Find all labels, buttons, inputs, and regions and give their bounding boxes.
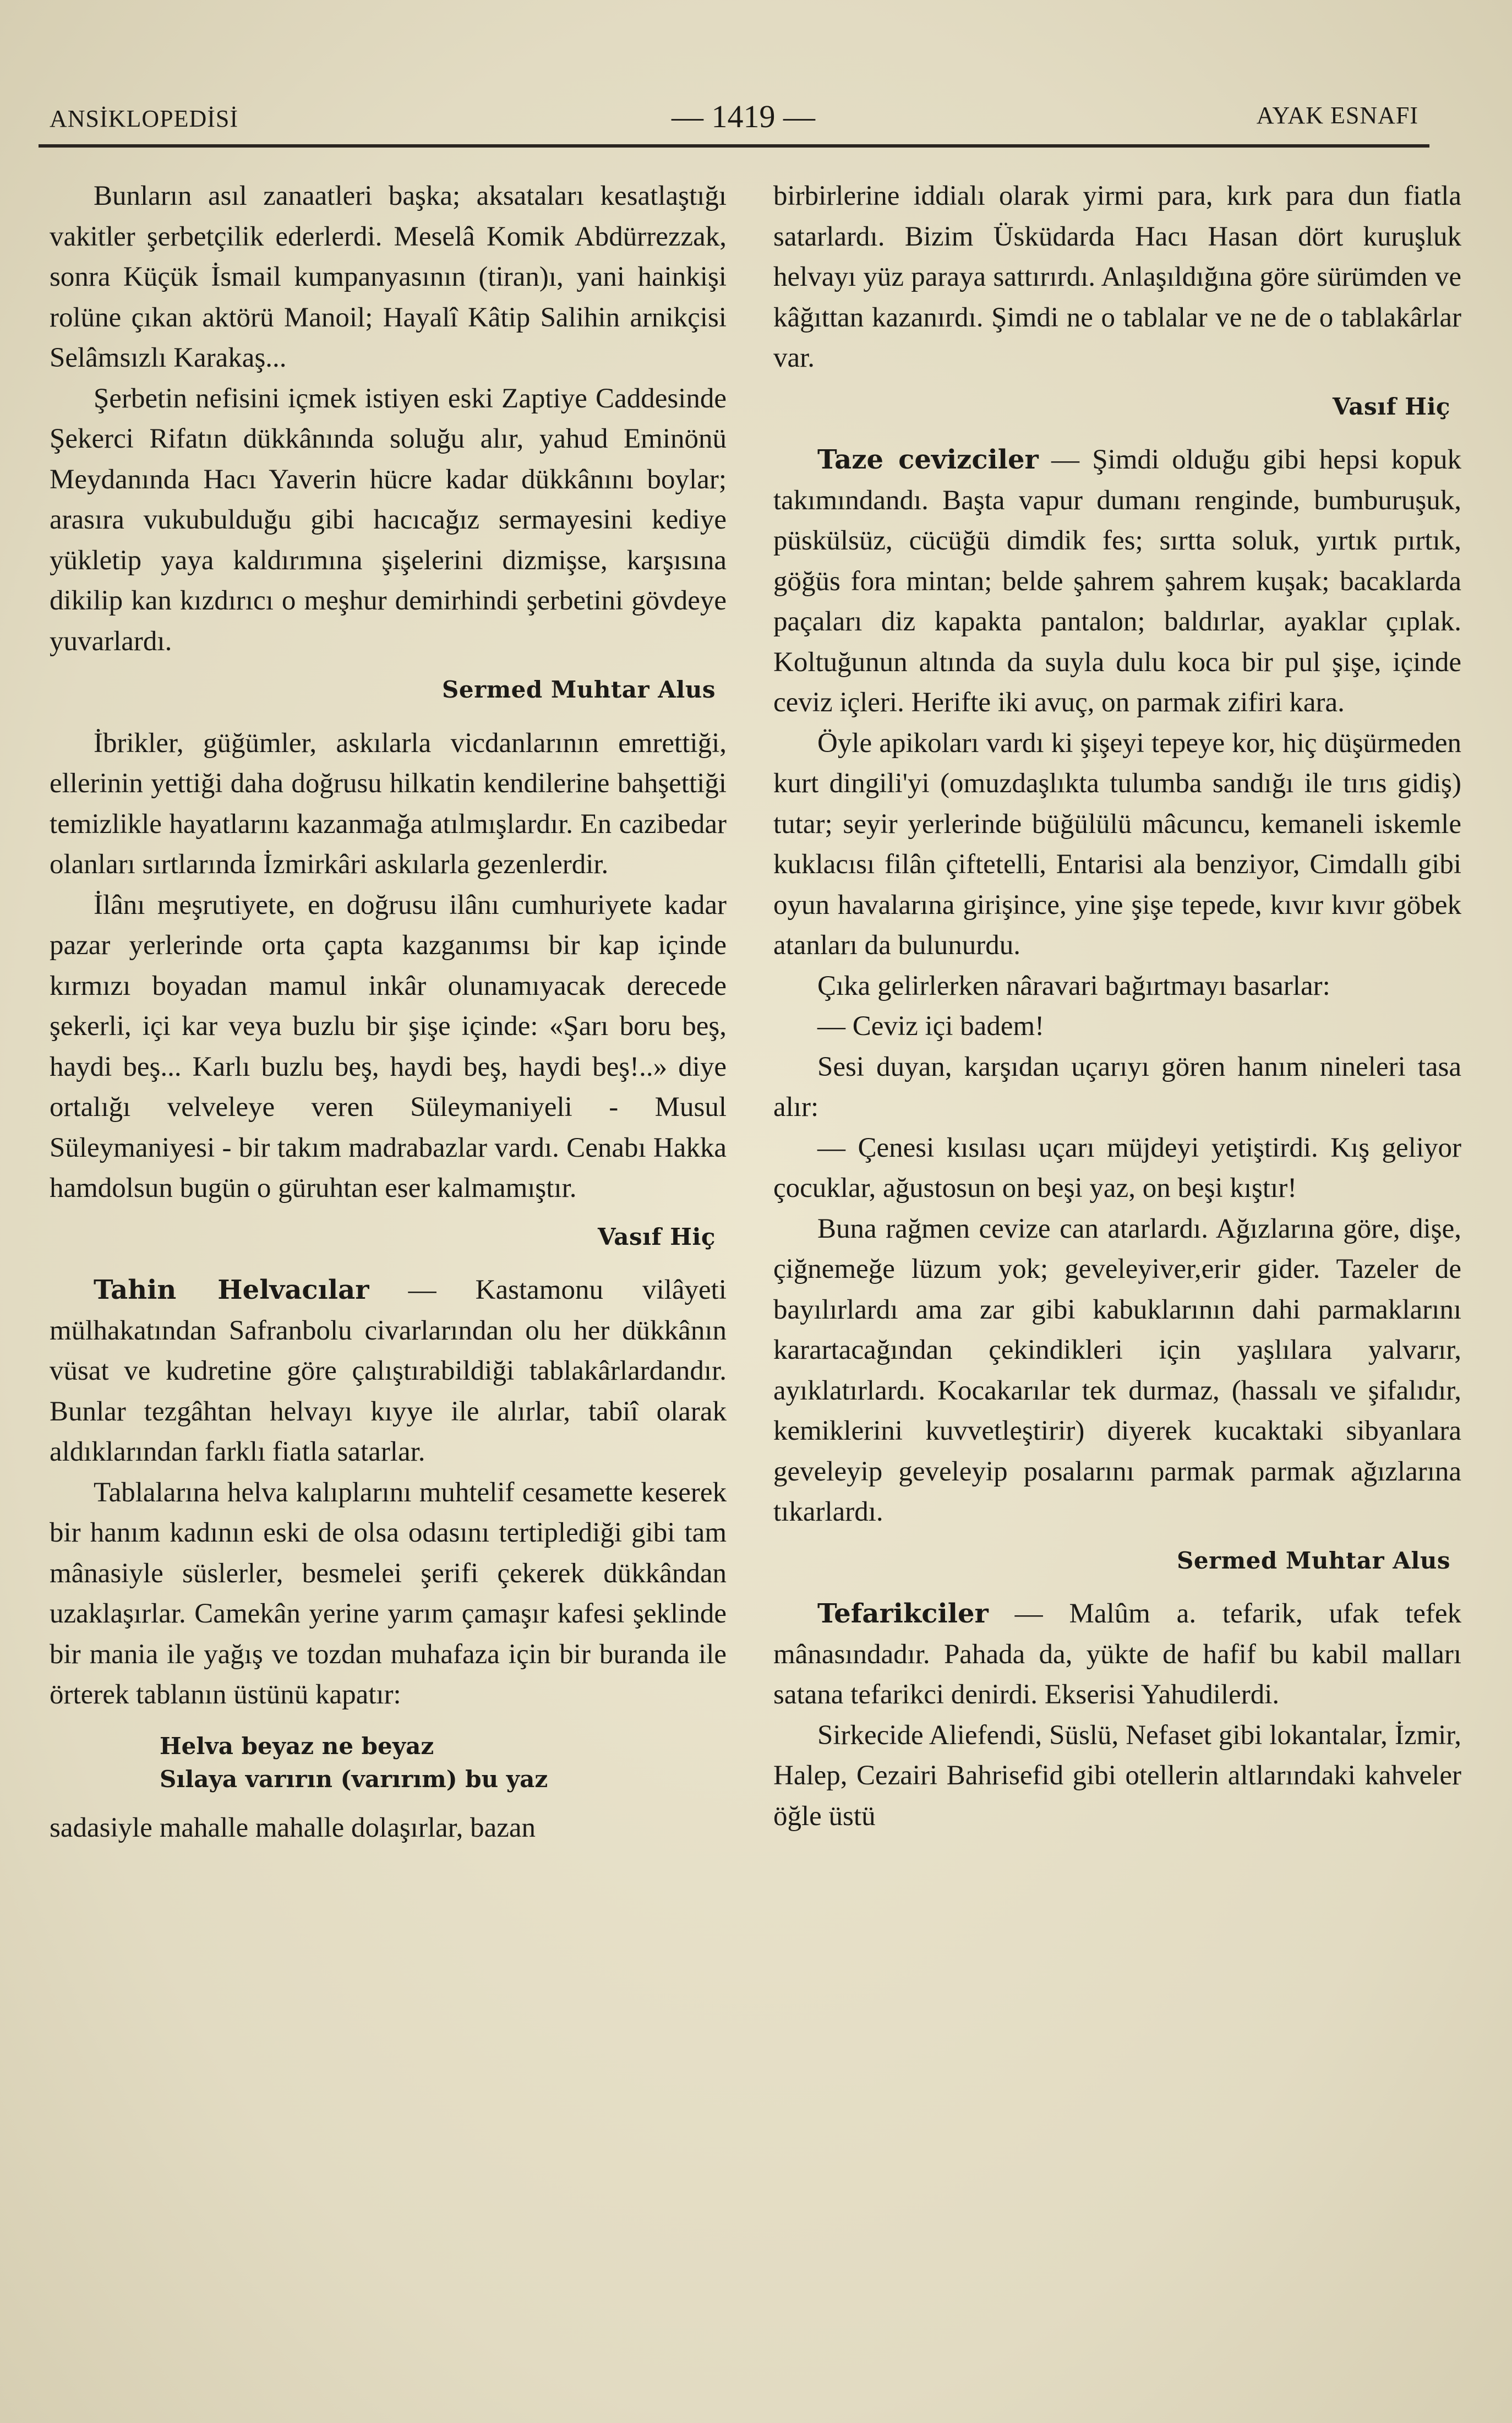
- author-signature: Sermed Muhtar Alus: [442, 676, 716, 703]
- entry-text: — Şimdi olduğu gibi hepsi kopuk takımındandı. Başta vapur dumanı renginde, bumburuşuk, püskülsüz, cücüğü dimdik fes; sırtta soluk, yırtık pırtık, göğüs fora mintan; belde şahrem şahrem kuşak; bacaklarda paçaları diz kapakta pantalon; baldırlar, ayaklar çıplak. Koltuğunun altında da suyla dulu koca bir pul şişe, içinde ceviz içleri. Herifte iki avuç, on parmak zifiri kara.: [773, 444, 1461, 718]
- entry-text: — Kastamonu vilâyeti mülhakatından Safranbolu civarlarından olu her dükkânın vüsat ve kudretine göre çalıştırabildiği tablakârlardandır. Bunlar tezgâhtan helvayı kıyye ile alırlar, tabiî olarak aldıklarından farklı fiatla satarlar.: [50, 1275, 727, 1467]
- entry-heading: Tahin Helvacılar: [94, 1275, 369, 1305]
- page-header: [39, 94, 1429, 143]
- header-rule: [39, 144, 1429, 148]
- verse-line: Helva beyaz ne beyaz: [160, 1732, 434, 1760]
- verse-line: Sılaya varırın (varırım) bu yaz: [160, 1765, 548, 1793]
- author-signature: Vasıf Hiç: [1333, 393, 1450, 420]
- paragraph: İlânı meşrutiyete, en doğrusu ilânı cumhuriyete kadar pazar yerlerinde orta çapta kazganımsı bir kap içinde kırmızı boyadan mamul inkâr olunamıyacak derecede şekerli, içi kar veya buzlu bir şişe içinde: «Şarı boru beş, haydi beş... Karlı buzlu beş, haydi beş, haydi beş!..» diye ortalığı velveleye veren Süleymaniyeli - Musul Süleymaniyesi - bir takım madrabazlar vardı. Cenabı Hakka hamdolsun bugün o güruhtan eser kalmamıştır.: [50, 889, 727, 1204]
- paragraph: Çıka gelirlerken nâravari bağırtmayı basarlar:: [817, 970, 1330, 1001]
- author-signature: Vasıf Hiç: [598, 1223, 716, 1250]
- entry-text: — Malûm a. tefarik, ufak tefek mânasındadır. Pahada da, yükte de hafif bu kabil malları satana tefarikci denirdi. Ekserisi Yahudilerdi.: [773, 1598, 1461, 1710]
- paragraph: [773, 1594, 1461, 1716]
- left-column: [50, 176, 727, 1848]
- paragraph: Bunların asıl zanaatleri başka; aksataları kesatlaştığı vakitler şerbetçilik ederlerdi. Meselâ Komik Abdürrezzak, sonra Küçük İsmail kumpanyasının (tiran)ı, yani hainkişi rolüne çıkan aktörü Manoil; Hayalî Kâtip Salihin arnikçisi Selâmsızlı Karakaş...: [50, 181, 727, 373]
- paragraph: Sirkecide Aliefendi, Süslü, Nefaset gibi lokantalar, İzmir, Halep, Cezairi Bahrisefid gibi otellerin altlarındaki kahveler öğle üstü: [773, 1719, 1461, 1832]
- paragraph: — Ceviz içi badem!: [817, 1011, 1045, 1042]
- street-cry-verse: [160, 1730, 727, 1796]
- paragraph: İbrikler, güğümler, askılarla vicdanlarının emrettiği, ellerinin yettiği daha doğrusu hilkatin kendilerine bahşettiği temizlikle hayatlarını kazanmağa atılmışlardır. En cazibedar olanları sırtlarında İzmirkâri askılarla gezenlerdir.: [50, 727, 727, 880]
- header-section-title: AYAK ESNAFI: [1256, 102, 1418, 129]
- header-encyclopedia-title: ANSİKLOPEDİSİ: [50, 105, 238, 132]
- paragraph: [773, 440, 1461, 723]
- right-column: [773, 176, 1461, 1837]
- paragraph: Buna rağmen cevize can atarlardı. Ağızlarına göre, dişe, çiğnemeğe lüzum yok; geveleyiver,erir gider. Tazeler de bayılırlardı ama zar gibi kabuklarının dahi parmaklarını karartacağından çekindikleri için yaşlılara yalvarır, ayıklatırlardı. Kocakarılar tek durmaz, (hassalı ve şifalıdır, kemiklerini kuvvetleştirir) diyerek kucaktaki sibyanlara geveleyip geveleyip posalarını parmak parmak ağızlarına tıkarlardı.: [773, 1213, 1461, 1527]
- paragraph: sadasiyle mahalle mahalle dolaşırlar, bazan: [50, 1812, 536, 1843]
- author-signature: Sermed Muhtar Alus: [1177, 1547, 1450, 1574]
- entry-heading: Tefarikciler: [817, 1598, 989, 1629]
- paragraph: [50, 1270, 727, 1473]
- entry-heading: Taze cevizciler: [817, 444, 1039, 475]
- paragraph: Tablalarına helva kalıplarını muhtelif cesamette keserek bir hanım kadının eski de olsa odasını tertiplediği gibi tam mânasiyle süslerler, besmelei şerifi çekerek dükkândan uzaklaşırlar. Camekân yerine yarım çamaşır kafesi şeklinde bir mania ile yağış ve tozdan muhafaza için bir buranda ile örterek tablanın üstünü kapatır:: [50, 1477, 727, 1710]
- paragraph: Öyle apikoları vardı ki şişeyi tepeye kor, hiç düşürmeden kurt dingili'yi (omuzdaşlıkta tulumba sandığı ile tırıs gidiş) tutar; seyir yerlerinde büğülülü mâcuncu, kemaneli iskemle kuklacısı filân çiftetelli, Entarisi ala benziyor, Cimdallı gibi oyun havalarına girişince, yine şişe tepede, kıvır kıvır göbek atanları da bulunurdu.: [773, 727, 1461, 961]
- paragraph: Sesi duyan, karşıdan uçarıyı gören hanım nineleri tasa alır:: [773, 1051, 1461, 1123]
- page-number: — 1419 —: [672, 99, 815, 134]
- paragraph: birbirlerine iddialı olarak yirmi para, kırk para dun fiatla satarlardı. Bizim Üsküdarda Hacı Hasan dört kuruşluk helvayı yüz paraya sattırırdı. Anlaşıldığına göre sürümden ve kâğıttan kazanırdı. Şimdi ne o tablalar ve ne de o tablakârlar var.: [773, 181, 1461, 373]
- paragraph: — Çenesi kısılası uçarı müjdeyi yetiştirdi. Kış geliyor çocuklar, ağustosun on beşi yaz, on beşi kıştır!: [773, 1132, 1461, 1204]
- paragraph: Şerbetin nefisini içmek istiyen eski Zaptiye Caddesinde Şekerci Rifatın dükkânında soluğu alır, yahud Eminönü Meydanında Hacı Yaverin hücre kadar dükkânını boylar; arasıra vukubulduğu gibi hacıcağız sermayesini kediye yükletip yaya kaldırımına şişelerini dizmişse, karşısına dikilip kan kızdırıcı o meşhur demirhindi şerbetini gövdeye yuvarlardı.: [50, 383, 727, 657]
